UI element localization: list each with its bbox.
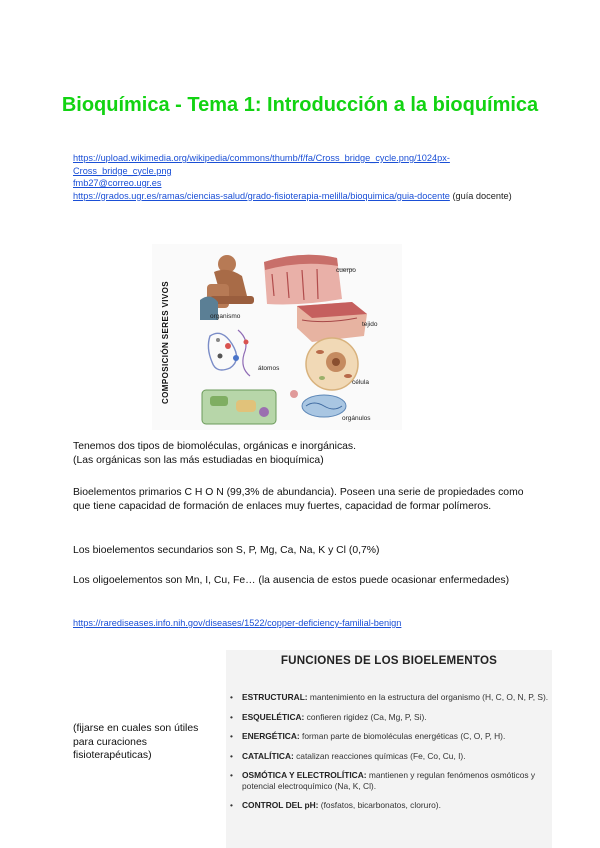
function-item: • CATALÍTICA: catalizan reacciones químicas (Fe, Co, Cu, I). xyxy=(230,750,466,761)
composition-illustration xyxy=(152,244,402,430)
tissue-block-icon xyxy=(297,302,367,342)
link-cross-bridge-image[interactable]: https://upload.wikimedia.org/wikipedia/commons/thumb/f/fa/Cross_bridge_cycle.png/1024px-Cross_bridge_cycle.png xyxy=(73,153,450,176)
paragraph-secondary-bioelements: Los bioelementos secundarios son S, P, Mg, Ca, Na, K y Cl (0,7%) xyxy=(73,545,380,556)
figure-vertical-label: COMPOSICIÓN SERES VIVOS xyxy=(161,280,170,404)
paragraph-biomolecules xyxy=(73,440,533,468)
label-tejido: tejido xyxy=(362,321,378,328)
paragraph-primary-bioelements: Bioelementos primarios C H O N (99,3% de abundancia). Poseen una serie de propiedades como que tiene capacidad de formación de enlaces muy fuertes, capacidad de formar polímeros. xyxy=(73,487,524,512)
functions-table xyxy=(226,650,552,848)
paragraph-biomolecules-line2: (Las orgánicas son las más estudiadas en bioquímica) xyxy=(73,455,324,466)
label-organismo: organismo xyxy=(210,313,241,320)
function-item: • ENERGÉTICA: forman parte de biomoléculas energéticas (C, O, P, H). xyxy=(230,731,506,741)
label-atomos: átomos xyxy=(258,365,280,372)
link-guia-docente[interactable]: https://grados.ugr.es/ramas/ciencias-salud/grado-fisioterapia-melilla/bioquimica/guia-docente xyxy=(73,190,450,201)
function-item: • ESTRUCTURAL: mantenimiento en la estructura del organismo (H, C, O, N, P, S). xyxy=(230,692,549,702)
page-title: Bioquímica - Tema 1: Introducción a la bioquímica xyxy=(61,94,539,116)
function-item: • OSMÓTICA Y ELECTROLÍTICA: mantienen y regulan fenómenos osmóticos y potencial electroquímico (Na, K, Cl). xyxy=(230,770,536,791)
function-item: • ESQUELÉTICA: confieren rigidez (Ca, Mg, P, Si). xyxy=(230,711,427,722)
label-organulos: orgánulos xyxy=(342,415,371,422)
paragraph-oligoelements: Los oligoelementos son Mn, I, Cu, Fe… (la ausencia de estos puede ocasionar enfermedades) xyxy=(73,575,510,586)
reference-links xyxy=(73,152,533,202)
link-guia-docente-suffix: (guía docente) xyxy=(449,190,512,201)
link-email[interactable]: fmb27@correo.ugr.es xyxy=(73,178,162,188)
cell-icon xyxy=(306,338,358,390)
functions-table-title: FUNCIONES DE LOS BIOELEMENTOS xyxy=(280,654,498,667)
label-cuerpo: cuerpo xyxy=(336,267,356,274)
label-celula: célula xyxy=(352,379,369,386)
function-item: • CONTROL DEL pH: (fosfatos, bicarbonatos, cloruro). xyxy=(230,800,441,810)
molecule-icon xyxy=(208,330,250,376)
thinker-icon xyxy=(200,255,254,320)
composition-figure xyxy=(152,244,402,430)
functions-list xyxy=(226,692,552,820)
link-rare-diseases[interactable]: https://rarediseases.info.nih.gov/diseases/1522/copper-deficiency-familial-benign xyxy=(73,618,402,628)
skin-tissue-icon xyxy=(264,255,342,305)
side-note: (fijarse en cuales son útiles para curaciones fisioterapéuticas) xyxy=(73,723,199,761)
organelle-icon xyxy=(202,390,346,424)
paragraph-biomolecules-line1: Tenemos dos tipos de biomoléculas, orgánicas e inorgánicas. xyxy=(73,441,357,452)
